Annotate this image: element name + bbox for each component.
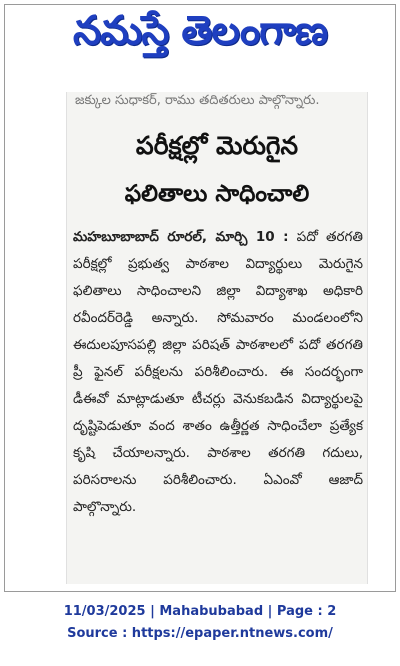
headline-line-1: పరీక్షల్లో మెరుగైన [135,131,299,160]
article-body-text: పదో తరగతి పరీక్షల్లో ప్రభుత్వ పాఠశాల విద్యార్థులు మెరుగైన ఫలితాలు సాధించాలని జిల్లా విద్యాశాఖ అధికారి రవీందర్‌రెడ్డి అన్నారు. సోమవారం మండలంలోని ఈదులపూసపల్లి జిల్లా పరిషత్ పాఠశాలలో పదో తరగతి ప్రీ ఫైనల్ పరీక్షలను పరిశీలించారు. ఈ సందర్భంగా డీఈవో మాట్లాడుతూ టీచర్లు వెనుకబడిన విద్యార్థులపై దృష్టిపెడుతూ వంద శాతం ఉత్తీర్ణత సాధించేలా ప్రత్యేక కృషి చేయాలన్నారు. పాఠశాల తరగతి గదులు, పరిసరాలను పరిశీలించారు. ఏఎంవో ఆజాద్ పాల్గొన్నారు. [73,229,363,515]
article-dateline: మహబూబాబాద్ రూరల్, మార్చి 10 : [73,229,289,245]
footer-date-edition-page: 11/03/2025 | Mahabubabad | Page : 2 [63,604,337,619]
headline-line-2: ఫలితాలు సాధించాలి [124,181,310,207]
masthead-logo [10,6,390,66]
news-clipping [66,92,368,584]
clipped-previous-line: జక్కుల సుధాకర్, రాము తదితరులు పాల్గొన్నారు. [75,93,320,108]
footer-source-link[interactable]: Source : https://epaper.ntnews.com/ [67,626,333,641]
masthead-title: నమస్తే తెలంగాణ [72,8,328,54]
article-body [73,224,363,521]
